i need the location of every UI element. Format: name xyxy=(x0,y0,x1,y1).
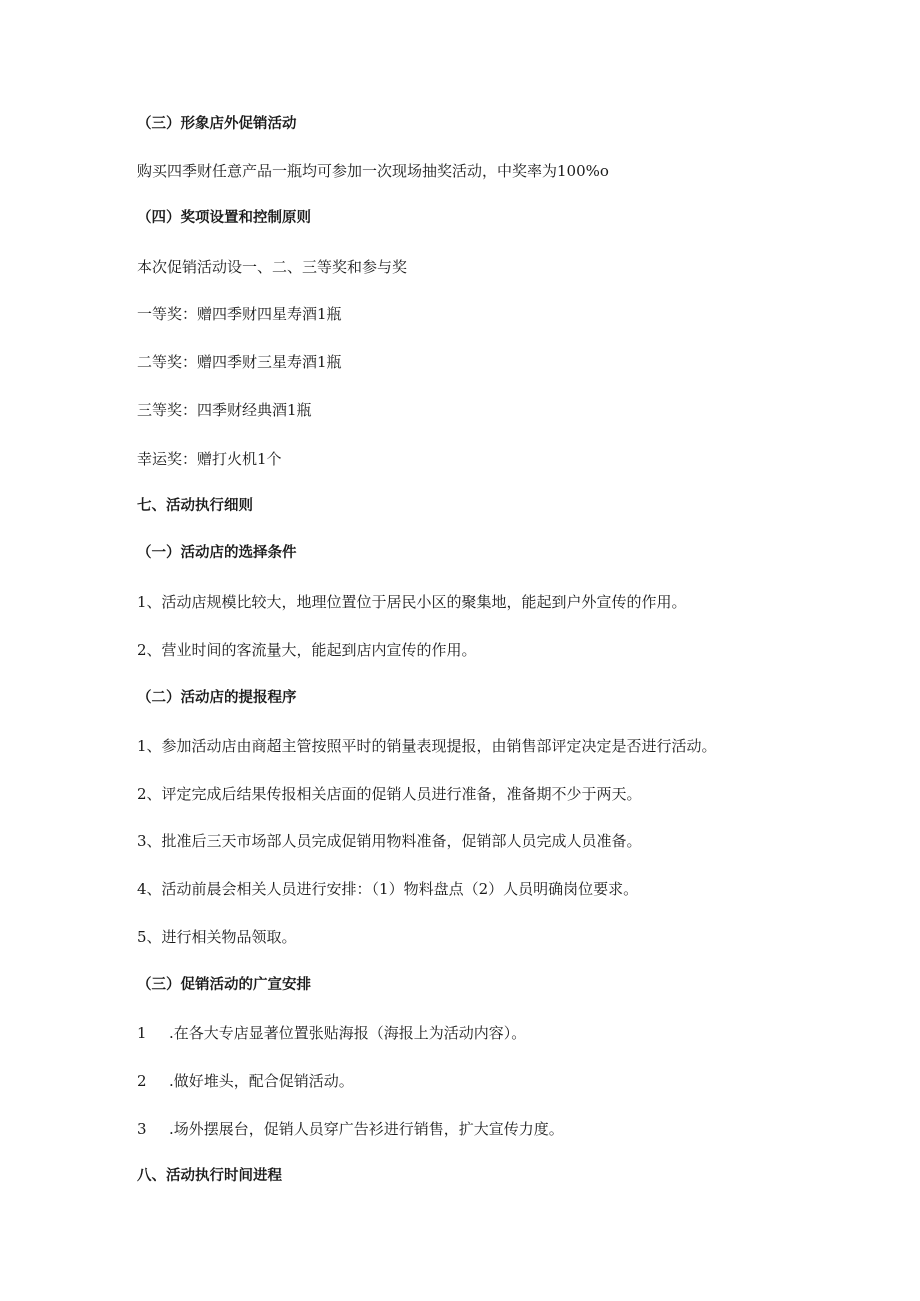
sub-2-item-3: 3、批准后三天市场部人员完成促销用物料准备，促销部人员完成人员准备。 xyxy=(137,832,642,850)
list-text: .场外摆展台，促销人员穿广告衫进行销售，扩大宣传力度。 xyxy=(169,1120,564,1138)
sub-3-title: （三）促销活动的广宣安排 xyxy=(137,977,311,993)
section-4-title: （四）奖项设置和控制原则 xyxy=(137,210,311,226)
list-number: 2 xyxy=(137,1072,147,1090)
chapter-7-title: 七、活动执行细则 xyxy=(137,498,253,514)
sub-3-item-3 xyxy=(137,1119,564,1139)
list-number: 1 xyxy=(137,1024,147,1042)
chapter-8-title: 八、活动执行时间进程 xyxy=(137,1168,282,1184)
sub-2-item-1: 1、参加活动店由商超主管按照平时的销量表现提报，由销售部评定决定是否进行活动。 xyxy=(137,737,717,755)
sub-2-item-4: 4、活动前晨会相关人员进行安排：（1）物料盘点（2）人员明确岗位要求。 xyxy=(137,880,639,898)
sub-1-item-2: 2、营业时间的客流量大，能起到店内宣传的作用。 xyxy=(137,641,477,659)
sub-2-item-2: 2、评定完成后结果传报相关店面的促销人员进行准备，准备期不少于两天。 xyxy=(137,785,642,803)
sub-2-item-5: 5、进行相关物品领取。 xyxy=(137,928,297,946)
prize-lucky: 幸运奖：赠打火机1个 xyxy=(137,450,282,468)
list-text: .做好堆头，配合促销活动。 xyxy=(169,1072,354,1090)
list-text: .在各大专店显著位置张贴海报（海报上为活动内容）。 xyxy=(169,1024,527,1042)
sub-2-title: （二）活动店的提报程序 xyxy=(137,690,297,706)
section-4-intro: 本次促销活动设一、二、三等奖和参与奖 xyxy=(137,258,408,276)
sub-3-item-1 xyxy=(137,1023,526,1043)
sub-1-item-1: 1、活动店规模比较大，地理位置位于居民小区的聚集地，能起到户外宣传的作用。 xyxy=(137,593,687,611)
section-3-title: （三）形象店外促销活动 xyxy=(137,116,297,132)
section-3-text: 购买四季财任意产品一瓶均可参加一次现场抽奖活动，中奖率为100%o xyxy=(137,162,609,180)
sub-3-item-2 xyxy=(137,1071,354,1091)
sub-1-title: （一）活动店的选择条件 xyxy=(137,545,297,561)
prize-first: 一等奖：赠四季财四星寿酒1瓶 xyxy=(137,305,342,323)
prize-third: 三等奖：四季财经典酒1瓶 xyxy=(137,401,312,419)
list-number: 3 xyxy=(137,1120,147,1138)
prize-second: 二等奖：赠四季财三星寿酒1瓶 xyxy=(137,353,342,371)
